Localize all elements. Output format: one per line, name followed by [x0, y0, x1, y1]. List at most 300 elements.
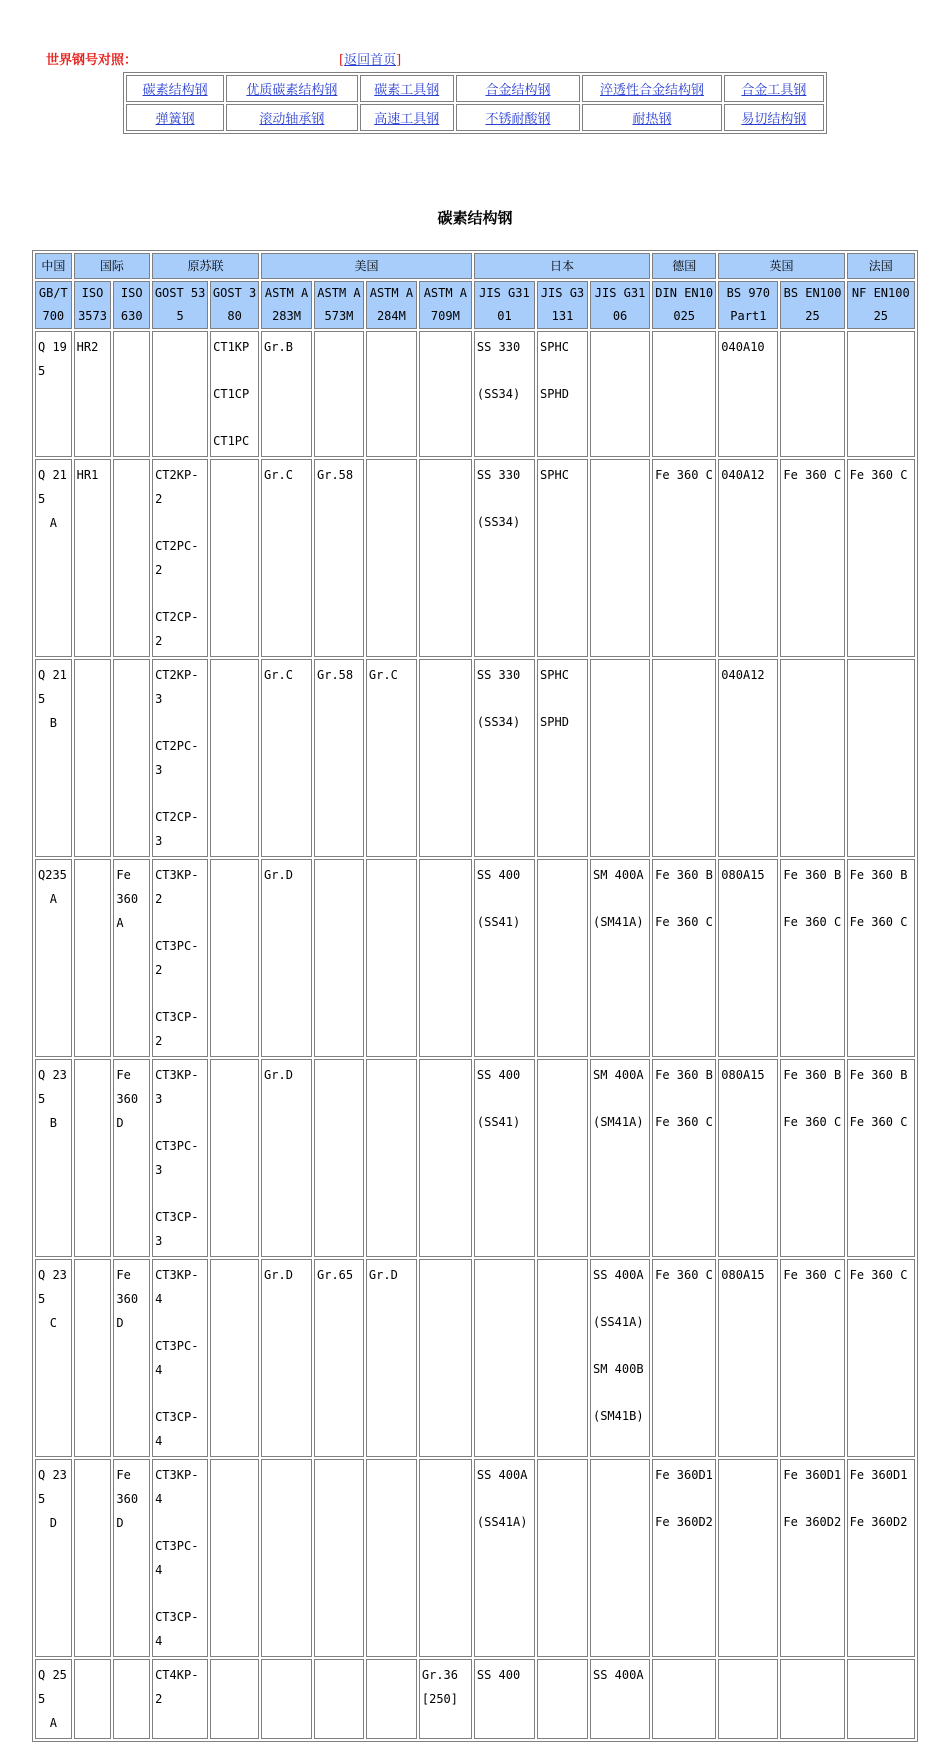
cell-line: Q 235	[38, 1268, 67, 1306]
cell-line	[477, 687, 532, 710]
nav-row-1	[126, 75, 824, 102]
table-row	[35, 1059, 915, 1257]
cell-line: CT1CP	[213, 387, 250, 401]
cell-line: (SS34)	[476, 715, 521, 729]
table-cell	[537, 1259, 588, 1457]
nav-cell	[226, 75, 358, 102]
header-japan: 日本	[474, 253, 650, 279]
table-cell	[261, 1459, 312, 1657]
table-cell	[419, 1659, 472, 1739]
table-cell	[474, 1059, 535, 1257]
cell-line: Fe 360 C	[783, 468, 842, 482]
cell-line	[783, 1087, 841, 1110]
cell-line	[477, 1087, 532, 1110]
table-cell	[847, 659, 915, 857]
table-cell	[718, 459, 778, 657]
cell-line: Fe	[116, 1468, 131, 1482]
cell-line: (SS34)	[476, 515, 521, 529]
table-cell	[261, 331, 312, 457]
table-cell	[780, 1459, 844, 1657]
standard-header-row	[35, 281, 915, 329]
cell-line	[593, 1381, 647, 1404]
cell-line	[155, 782, 205, 805]
table-cell	[419, 1459, 472, 1657]
cell-line: Fe 360 B	[655, 1068, 713, 1082]
table-cell	[590, 659, 650, 857]
table-cell	[718, 1459, 778, 1657]
steel-category-nav	[123, 72, 827, 134]
cell-line: Fe 360D2	[849, 1515, 908, 1529]
table-cell	[210, 1259, 259, 1457]
table-cell	[366, 1259, 417, 1457]
cell-line: Fe	[116, 868, 131, 882]
cell-line: B	[49, 1116, 57, 1130]
cell-line	[783, 887, 841, 910]
table-cell	[74, 1459, 112, 1657]
table-cell	[314, 1659, 364, 1739]
cell-line	[655, 1487, 713, 1510]
nav-link-free-cutting[interactable]: 易切结构钢	[741, 112, 807, 127]
table-cell	[152, 1459, 208, 1657]
table-cell	[474, 859, 535, 1057]
cell-line	[593, 1087, 647, 1110]
cell-line: (SM41A)	[592, 1115, 644, 1129]
table-cell	[590, 859, 650, 1057]
table-cell	[537, 1059, 588, 1257]
cell-line: Q 215	[38, 668, 67, 706]
cell-line: SS 400	[476, 868, 521, 882]
table-cell	[113, 331, 150, 457]
table-row	[35, 331, 915, 457]
cell-line: 080A15	[721, 1068, 765, 1082]
cell-line: B	[49, 716, 57, 730]
table-cell	[210, 659, 259, 857]
standard-header-cell: BS 970 Part1	[718, 281, 778, 329]
standard-header-cell: ISO 3573	[74, 281, 112, 329]
cell-line: Fe 360 C	[849, 1268, 908, 1282]
table-cell	[590, 459, 650, 657]
table-cell	[474, 1459, 535, 1657]
table-cell	[718, 331, 778, 457]
header-international: 国际	[74, 253, 150, 279]
table-cell	[780, 659, 844, 857]
table-cell	[113, 1659, 150, 1739]
table-cell	[847, 1459, 915, 1657]
cell-line	[155, 1382, 205, 1405]
cell-line	[655, 1087, 713, 1110]
table-cell	[261, 1259, 312, 1457]
cell-line: Gr.C	[264, 468, 293, 482]
cell-line: Gr.B	[264, 340, 293, 354]
cell-line: SS 400A	[592, 1668, 644, 1682]
cell-line: Fe 360 B	[783, 1068, 842, 1082]
grade-cell	[35, 659, 72, 857]
table-cell	[474, 1259, 535, 1457]
header-former-ussr: 原苏联	[152, 253, 259, 279]
cell-line: Q 235	[38, 1068, 67, 1106]
cell-line: Q 255	[38, 1668, 67, 1706]
table-cell	[152, 459, 208, 657]
nav-cell	[724, 104, 824, 131]
cell-line	[477, 887, 532, 910]
table-cell	[419, 1259, 472, 1457]
standard-header-cell: NF EN10025	[847, 281, 915, 329]
table-cell	[537, 1459, 588, 1657]
table-cell	[652, 331, 716, 457]
table-cell	[780, 859, 844, 1057]
table-row	[35, 1659, 915, 1739]
table-cell	[652, 1659, 716, 1739]
standard-header-cell: ASTM A283M	[261, 281, 312, 329]
cell-line: 040A12	[721, 668, 765, 682]
grade-cell	[35, 859, 72, 1057]
nav-cell	[226, 104, 358, 131]
cell-line: Fe	[116, 1268, 131, 1282]
steel-comparison-table	[32, 250, 918, 1742]
standard-header-cell: GB/T 700	[35, 281, 72, 329]
table-cell	[261, 859, 312, 1057]
cell-line	[155, 1511, 205, 1534]
cell-line	[155, 1311, 205, 1334]
standard-header-cell: GOST 380	[210, 281, 259, 329]
table-cell	[780, 1659, 844, 1739]
table-cell	[847, 331, 915, 457]
back-home-link[interactable]: 返回首页	[344, 53, 397, 68]
cell-line	[850, 887, 912, 910]
cell-line: A	[49, 516, 57, 530]
cell-line: A	[49, 1716, 57, 1730]
table-cell	[152, 1659, 208, 1739]
cell-line: CT1PC	[213, 434, 250, 448]
cell-line	[540, 359, 585, 382]
table-cell	[210, 331, 259, 457]
cell-line	[593, 1287, 647, 1310]
table-cell	[113, 459, 150, 657]
cell-line: 040A12	[721, 468, 765, 482]
table-cell	[718, 659, 778, 857]
cell-line: (SS41A)	[476, 1515, 528, 1529]
table-cell	[590, 1459, 650, 1657]
cell-line: CT2PC-2	[155, 539, 199, 577]
cell-line	[477, 359, 532, 382]
cell-line: D	[49, 1516, 57, 1530]
table-cell	[847, 1659, 915, 1739]
cell-line: CT2KP-2	[155, 468, 199, 506]
nav-link-high-speed-tool[interactable]: 高速工具钢	[374, 112, 440, 127]
nav-link-spring[interactable]: 弹簧钢	[155, 112, 195, 127]
table-cell	[847, 859, 915, 1057]
table-cell	[537, 859, 588, 1057]
table-cell	[152, 859, 208, 1057]
cell-line: SPHC	[540, 468, 569, 482]
nav-link-alloy-tool[interactable]: 合金工具钢	[741, 83, 807, 98]
cell-line: CT3KP-4	[155, 1268, 199, 1306]
cell-line: SPHC	[540, 340, 569, 354]
table-cell	[74, 459, 112, 657]
standard-header-cell: ASTM A573M	[314, 281, 364, 329]
cell-line: Gr.C	[368, 668, 398, 682]
cell-line: SS 400	[476, 1068, 521, 1082]
standard-header-cell: GOST 535	[152, 281, 208, 329]
standard-header-cell: ASTM A284M	[366, 281, 417, 329]
table-cell	[718, 1259, 778, 1457]
cell-line: Gr.58	[317, 668, 354, 682]
cell-line: Gr.36	[421, 1668, 458, 1682]
cell-line: SS 400	[476, 1668, 521, 1682]
table-cell	[74, 1659, 112, 1739]
table-cell	[74, 1059, 112, 1257]
table-cell	[210, 1659, 259, 1739]
table-cell	[590, 1259, 650, 1457]
table-cell	[419, 1059, 472, 1257]
cell-line: Fe 360 B	[849, 868, 908, 882]
cell-line: SM 400B	[592, 1362, 644, 1376]
cell-line: SPHD	[540, 715, 569, 729]
cell-line: 360 D	[116, 1492, 139, 1530]
header-uk: 英国	[718, 253, 844, 279]
table-cell	[590, 331, 650, 457]
nav-link-bearing[interactable]: 滚动轴承钢	[259, 112, 325, 127]
table-cell	[152, 659, 208, 857]
cell-line: Fe 360 C	[783, 1268, 842, 1282]
table-cell	[366, 459, 417, 657]
table-cell	[261, 459, 312, 657]
cell-line	[155, 982, 205, 1005]
table-cell	[652, 459, 716, 657]
cell-line: Fe 360D2	[655, 1515, 713, 1529]
cell-line: CT3CP-4	[155, 1410, 199, 1448]
cell-line: 360 D	[116, 1292, 139, 1330]
cell-line: Gr.D	[264, 1268, 293, 1282]
table-cell	[718, 1659, 778, 1739]
cell-line: Fe 360D1	[655, 1468, 713, 1482]
table-cell	[780, 459, 844, 657]
table-cell	[366, 331, 417, 457]
grade-cell	[35, 1659, 72, 1739]
table-cell	[474, 331, 535, 457]
table-cell	[210, 459, 259, 657]
cell-line	[155, 582, 205, 605]
table-cell	[537, 659, 588, 857]
standard-header-cell: DIN EN10025	[652, 281, 716, 329]
cell-line: 040A10	[721, 340, 765, 354]
cell-line	[213, 359, 256, 382]
table-cell	[847, 1059, 915, 1257]
cell-line: Fe 360 C	[849, 468, 908, 482]
table-cell	[152, 1259, 208, 1457]
nav-cell	[360, 104, 454, 131]
table-cell	[366, 659, 417, 857]
table-cell	[780, 331, 844, 457]
cell-line: Gr.C	[264, 668, 293, 682]
table-cell	[113, 1059, 150, 1257]
table-row	[35, 659, 915, 857]
table-cell	[537, 331, 588, 457]
table-cell	[152, 1059, 208, 1257]
standard-header-cell: BS EN10025	[780, 281, 844, 329]
cell-line	[155, 911, 205, 934]
table-cell	[474, 659, 535, 857]
cell-line: CT3PC-4	[155, 1339, 199, 1377]
cell-line: Fe 360 C	[783, 1115, 842, 1129]
cell-line: SPHC	[540, 668, 569, 682]
cell-line: Fe 360 B	[783, 868, 842, 882]
cell-line	[655, 887, 713, 910]
nav-cell	[456, 75, 580, 102]
standard-header-cell: ISO 630	[113, 281, 150, 329]
cell-line	[155, 1582, 205, 1605]
table-cell	[718, 1059, 778, 1257]
page-heading: 世界钢号对照：	[46, 53, 138, 68]
table-cell	[590, 1659, 650, 1739]
cell-line	[155, 511, 205, 534]
cell-line: Fe 360 C	[655, 1115, 713, 1129]
table-cell	[780, 1259, 844, 1457]
bracket-open: [	[339, 53, 345, 68]
cell-line: CT2KP-3	[155, 668, 199, 706]
cell-line: Fe 360 C	[849, 1115, 908, 1129]
cell-line: Fe 360 B	[655, 868, 713, 882]
table-cell	[210, 1059, 259, 1257]
country-header-row	[35, 253, 915, 279]
bracket-close: ]	[396, 53, 402, 68]
cell-line: Fe 360 C	[783, 915, 842, 929]
cell-line: CT3PC-4	[155, 1539, 199, 1577]
cell-line: Q 215	[38, 468, 67, 506]
cell-line: (SM41B)	[592, 1409, 644, 1423]
nav-cell	[360, 75, 454, 102]
cell-line: CT1KP	[213, 340, 250, 354]
grade-cell	[35, 1459, 72, 1657]
cell-line	[155, 711, 205, 734]
table-cell	[366, 1659, 417, 1739]
nav-cell	[126, 104, 224, 131]
cell-line: CT2CP-2	[155, 610, 199, 648]
table-cell	[74, 331, 112, 457]
cell-line: (SS41)	[476, 1115, 521, 1129]
table-cell	[537, 459, 588, 657]
cell-line	[783, 1487, 841, 1510]
table-cell	[419, 659, 472, 857]
cell-line: Gr.D	[264, 1068, 293, 1082]
table-cell	[113, 659, 150, 857]
cell-line: Q 235	[38, 1468, 67, 1506]
nav-link-heat-resistant[interactable]: 耐热钢	[632, 112, 672, 127]
cell-line: CT2CP-3	[155, 810, 199, 848]
table-cell	[113, 859, 150, 1057]
nav-cell	[582, 104, 722, 131]
cell-line: 080A15	[721, 868, 765, 882]
back-home	[339, 49, 401, 68]
table-cell	[474, 1659, 535, 1739]
cell-line: Fe 360 C	[849, 915, 908, 929]
table-cell	[652, 1059, 716, 1257]
table-cell	[74, 1259, 112, 1457]
cell-line: (SS41A)	[592, 1315, 644, 1329]
table-cell	[261, 1059, 312, 1257]
nav-link-stainless[interactable]: 不锈耐酸钢	[485, 112, 551, 127]
cell-line: 080A15	[721, 1268, 765, 1282]
table-cell	[314, 659, 364, 857]
cell-line: 360 A	[116, 892, 139, 930]
nav-cell	[456, 104, 580, 131]
cell-line: C	[49, 1316, 57, 1330]
table-cell	[74, 859, 112, 1057]
cell-line	[155, 1182, 205, 1205]
table-cell	[113, 1259, 150, 1457]
table-cell	[419, 859, 472, 1057]
table-cell	[652, 859, 716, 1057]
grade-cell	[35, 1059, 72, 1257]
cell-line: Q 195	[38, 340, 67, 378]
cell-line: Fe 360 C	[655, 915, 713, 929]
table-cell	[847, 1259, 915, 1457]
table-cell	[652, 659, 716, 857]
cell-line: 360 D	[116, 1092, 139, 1130]
table-row	[35, 1459, 915, 1657]
standard-header-cell: JIS G3106	[590, 281, 650, 329]
table-cell	[652, 1459, 716, 1657]
cell-line: SS 330	[476, 468, 521, 482]
table-cell	[314, 1059, 364, 1257]
standard-header-cell: JIS G3101	[474, 281, 535, 329]
cell-line: Gr.D	[368, 1268, 398, 1282]
table-cell	[314, 459, 364, 657]
table-cell	[474, 459, 535, 657]
cell-line	[850, 1487, 912, 1510]
table-cell	[366, 1059, 417, 1257]
table-cell	[261, 1659, 312, 1739]
cell-line	[477, 1487, 532, 1510]
cell-line: (SM41A)	[592, 915, 644, 929]
table-cell	[152, 331, 208, 457]
cell-line	[593, 1334, 647, 1357]
cell-line: CT3KP-4	[155, 1468, 199, 1506]
cell-line: Gr.D	[264, 868, 293, 882]
cell-line: SS 400A	[476, 1468, 528, 1482]
table-row	[35, 459, 915, 657]
cell-line	[850, 1087, 912, 1110]
nav-link-carbon-structural[interactable]: 碳素结构钢	[142, 83, 208, 98]
cell-line: Fe 360D1	[783, 1468, 842, 1482]
cell-line	[155, 1111, 205, 1134]
cell-line: CT3KP-2	[155, 868, 199, 906]
table-cell	[419, 459, 472, 657]
table-cell	[314, 859, 364, 1057]
nav-cell	[724, 75, 824, 102]
cell-line: CT3CP-2	[155, 1010, 199, 1048]
cell-line: (SS41)	[476, 915, 521, 929]
nav-link-carbon-tool[interactable]: 碳素工具钢	[374, 83, 440, 98]
cell-line: Fe 360 B	[849, 1068, 908, 1082]
table-cell	[419, 331, 472, 457]
table-row	[35, 1259, 915, 1457]
table-cell	[210, 1459, 259, 1657]
cell-line: Fe 360 C	[655, 468, 713, 482]
nav-link-hardenability-alloy[interactable]: 淬透性合金结构钢	[599, 83, 704, 98]
cell-line: Fe 360D2	[783, 1515, 842, 1529]
cell-line: SPHD	[540, 387, 569, 401]
nav-cell	[126, 75, 224, 102]
cell-line: CT3CP-4	[155, 1610, 199, 1648]
table-cell	[366, 859, 417, 1057]
nav-link-alloy-structural[interactable]: 合金结构钢	[485, 83, 551, 98]
table-row	[35, 859, 915, 1057]
cell-line: CT3PC-3	[155, 1139, 199, 1177]
nav-link-quality-carbon-structural[interactable]: 优质碳素结构钢	[246, 83, 338, 98]
table-cell	[780, 1059, 844, 1257]
table-cell	[74, 659, 112, 857]
